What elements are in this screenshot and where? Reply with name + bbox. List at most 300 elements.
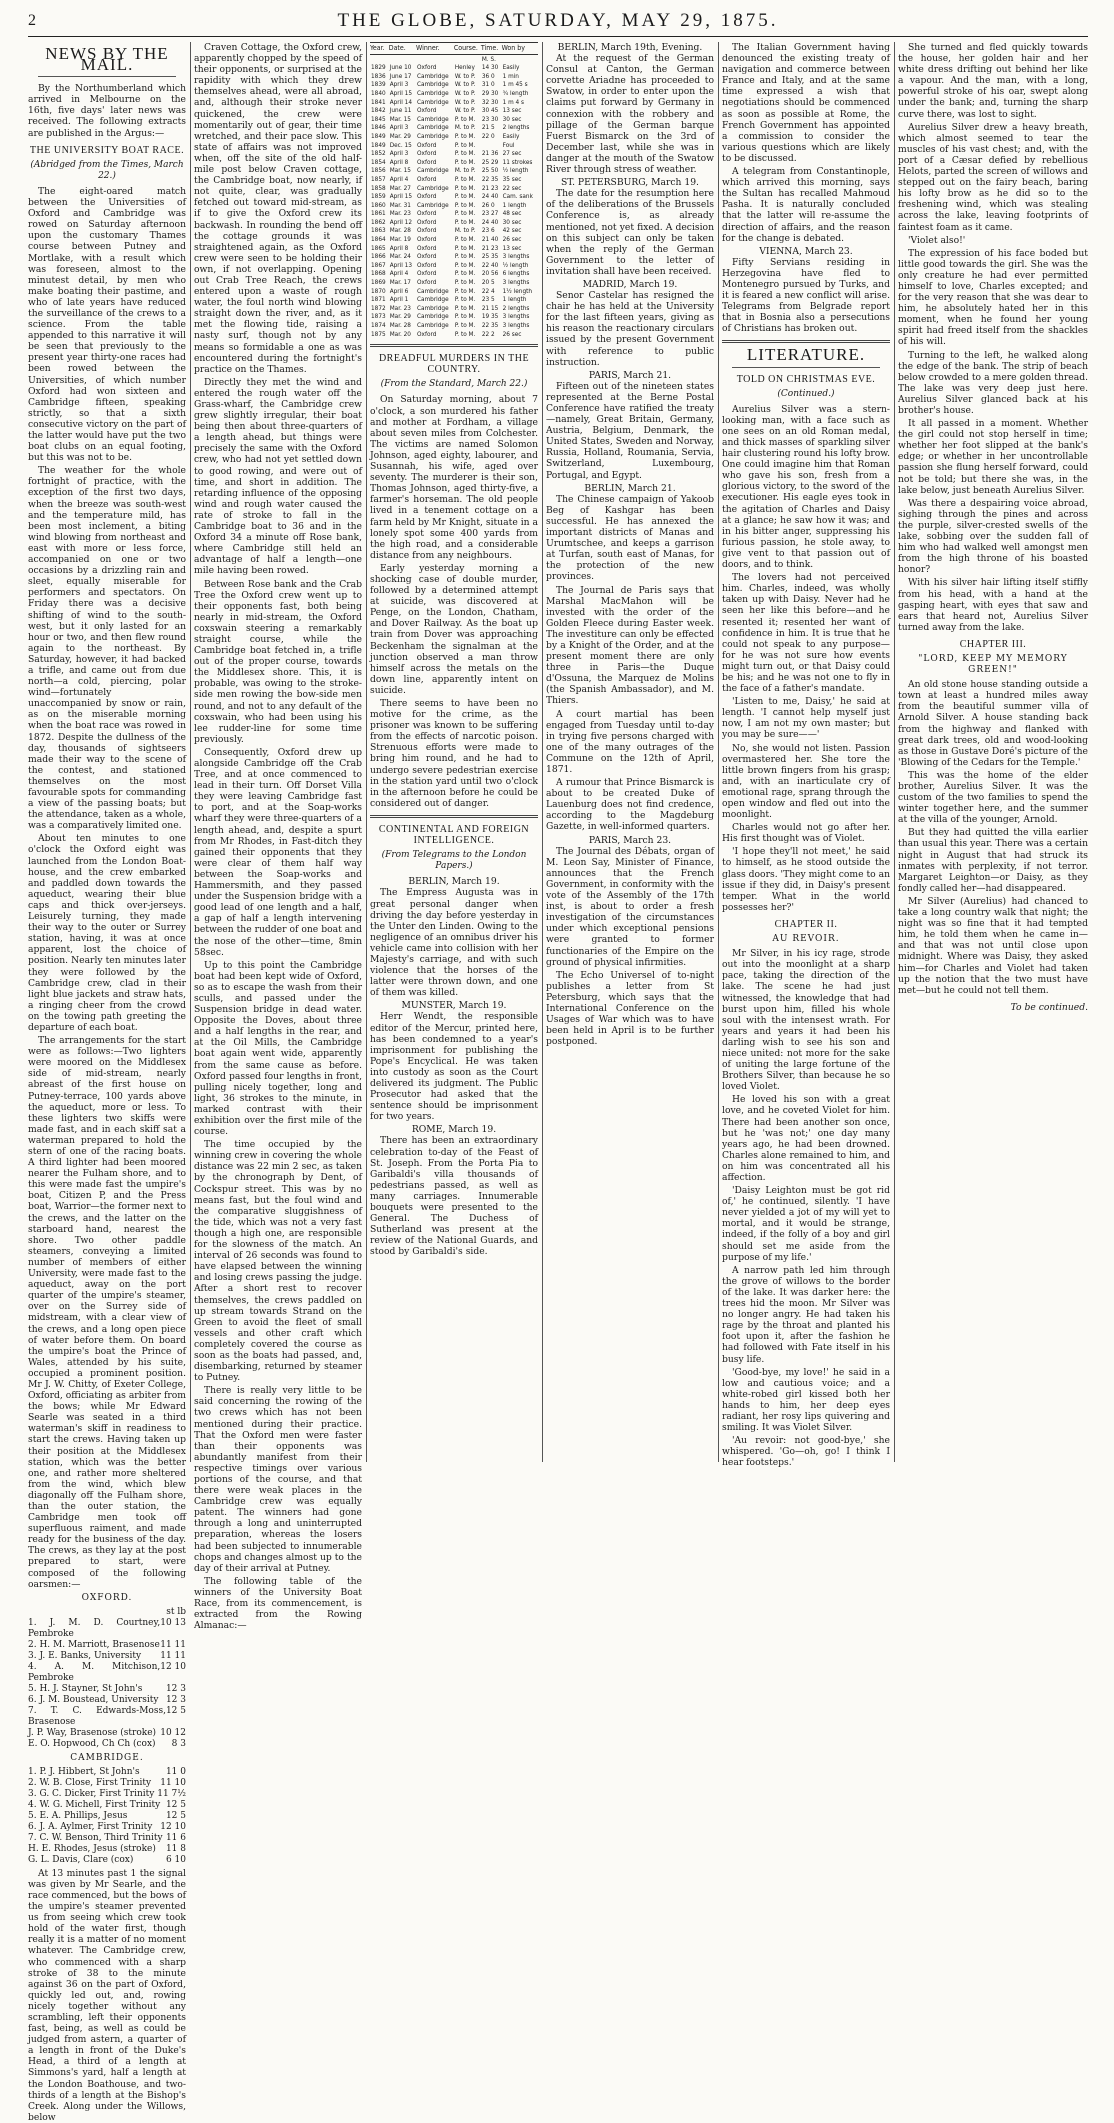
table-row [370,141,538,150]
paragraph: There seems to have been no motive for the crime, as the prisoner was known to be suffering from the effects of narcotic poison. Strenuous efforts were made to bring him round, and he had to undergo severe pedestrian exercise in the station yard until two o'clock in the afternoon before he could be considered out of danger. [370,698,538,809]
table-cell: 22 0 [481,131,495,140]
table-cell: Cambridge [417,71,449,80]
dateline: VIENNA, March 23. [759,245,853,257]
newspaper-title: THE GLOBE, SATURDAY, MAY 29, 1875. [337,10,779,31]
table-row [370,252,538,261]
table-cell: 1849 [371,140,386,149]
news-item: The Italian Government having denounced the existing treaty of navigation and commerce between France and Italy, and at the same time expressed a wish that negotiations should be commenced as soon as possible at Rome, the French Government has appointed a commission to consider the various questions which are likely to be discussed. [722,42,890,164]
table-cell: April 3 [389,123,409,132]
continental-title: CONTINENTAL AND FOREIGN INTELLIGENCE. [378,823,530,847]
table-cell: W. to P. [454,80,476,89]
table-cell: 21 40 [481,235,499,244]
chapter-1-body [722,404,890,913]
oarsman-name: E. O. Hopwood, Ch Ch (cox) [28,1738,156,1749]
table-row [370,63,538,72]
table-cell: ¾ length [502,88,529,97]
paragraph: No, she would not listen. Passion overmastered her. She tore the little brown fingers from his grasp; and, with an inarticulate cry of emotional rage, sprang through the open window and fled out into the moonlight. [722,742,890,821]
table-cell: 1 length [502,200,527,209]
oarsman-weight: 11 11 [160,1650,186,1661]
oarsman-name: 2. H. M. Marriott, Brasenose [28,1639,160,1650]
table-cell: June 17 [389,71,412,80]
table-cell: 22 sec [502,183,522,192]
table-header: Won by [502,43,538,55]
oarsman-name: 7. C. W. Benson, Third Trinity [28,1832,163,1843]
table-cell: Oxford [417,217,437,226]
dateline: BERLIN, March 19. [408,876,500,888]
oarsman-weight: 12 5 [165,1799,186,1810]
table-cell: W. to P. [454,97,476,106]
boat-race-continued [194,42,362,1631]
table-cell: Oxford [417,226,437,235]
oarsman-name: H. E. Rhodes, Jesus (stroke) [28,1843,156,1854]
table-cell: W. to P. [454,106,476,115]
oarsman-name: 1. P. J. Hibbert, St John's [28,1766,140,1777]
table-cell: April 15 [389,192,412,201]
table-cell: 1858 [371,183,386,192]
table-cell: 1½ length [502,286,532,295]
column-4 [546,42,714,1462]
table-row [370,295,538,304]
table-cell [481,141,502,150]
paragraph: The eight-oared match between the Universities of Oxford and Cambridge was rowed on Saturday afternoon upon the customary Thames course between Putney and Mortlake, with a result which was foreseen, almost to the minutest detail, by men who make boating their pastime, and who of late years have reduced the surveillance of the crews to a science. From the table appended to this narrative it will be seen that previously to the present year thirty-one races had been rowed between the Universities, of which number Oxford had won sixteen and Cambridge fifteen, speaking strictly, so that a sixth consecutive victory on the part of the latter would have put the two boat clubs on an equal footing, but this was not to be. [28,185,186,464]
oarsman-name: 3. J. E. Banks, University [28,1650,142,1661]
table-cell: Cambridge [417,303,449,312]
table-cell: April 1 [389,295,409,304]
table-cell: 22 4 [481,286,495,295]
table-cell: 1 m 45 s [502,80,528,89]
chapter-3-body [898,679,1088,996]
paragraph: Between Rose bank and the Crab Tree the Oxford crew went up to their opponents fast, both being nearly in mid-stream, the Oxford coxswain steering a remarkably straight course, while the Cambridge boat fetched in, a trifle out of the proper course, towards the Middlesex shore. This, it is probable, was owing to the stroke-side men rowing the bow-side men round, and not to any default of the coxswain, who had been using his lee rudder-line for some time previously. [194,578,362,745]
oarsman-weight: 11 7½ [157,1788,186,1799]
to-be-continued: To be continued. [1010,1001,1088,1013]
table-cell: Mar. 20 [389,329,411,338]
paragraph: Aurelius Silver drew a heavy breath, which almost seemed to tear the muscles of his vast chest; and, with the port of a Cæsar defied by rebellious Helots, parted the screen of willows and stepped out on the fairy beach, baring his lofty brow as he did so to the freshening wind, which was stealing across the lake, leaving footprints of faintest foam as it came. [898,121,1088,233]
table-cell: 24 40 [481,192,499,201]
table-header: Year. [370,43,389,55]
news-item: A court martial has been engaged from Tuesday until to-day in trying five persons charged with one of the many outrages of the Commune on the 12th of April, 1871. [546,708,714,775]
crew-row [28,1844,186,1855]
table-cell: P. to M. [454,312,476,321]
table-cell: Mar. 29 [389,131,411,140]
table-cell: P. to M. [454,209,476,218]
table-row [370,80,538,89]
crew-row [28,1822,186,1833]
table-cell: 29 30 [481,88,499,97]
table-cell: P. to M. [454,321,476,329]
oarsman-name: 1. J. M. D. Courtney, Pembroke [28,1617,161,1639]
news-item: At the request of the German Consul at Canton, the German corvette Ariadne has proceeded to Swatow, in order to enter upon the claims put forward by Germany in connexion with the robbery and pillage of the German barque Fuerst Bismarck on the 3rd of December last, while she was in danger at the mouth of the Swatow River through stress of weather. [546,53,714,176]
story-continued-note: (Continued.) [777,388,835,399]
crew-row [28,1640,186,1651]
table-cell: P. to M. [454,329,476,338]
table-row [370,98,538,107]
table-cell: Cambridge [417,80,449,89]
news-item: There has been an extraordinary celebration to-day of the Feast of St. Joseph. From the Porta Pia to Garibaldi's villa thousands of pedestrians passed, as well as many carriages. Innumerable bouquets were presented to the General. The Duchess of Sutherland was present at the review of the National Guards, and stood by Garibaldi's side. [370,1135,538,1258]
oarsman-weight: 12 3 [165,1683,186,1694]
crew-row [28,1789,186,1800]
table-cell: M. to P. [454,166,476,175]
table-cell: Cam. sank [502,192,533,201]
table-cell: 31 0 [481,80,495,89]
table-cell: Mar. 19 [389,235,411,244]
column-1 [28,42,186,2123]
oarsman-name: 4. A. M. Mitchison, Pembroke [28,1661,161,1683]
table-cell: 1870 [371,286,386,295]
table-cell: 48 sec [502,209,522,218]
paragraph: An old stone house standing outside a town at least a hundred miles away from the beautiful summer villa of Arnold Silver. A house standing back from the highway and flanked with great dark trees, old and wood-looking as those in Gustave Doré's picture of the 'Blowing of the Cedars for the Temple.' [898,679,1088,768]
table-cell: April 12 [389,217,412,226]
table-header: Course. [454,43,481,55]
paragraph: There is really very little to be said concerning the rowing of the two crews which has not been mentioned during their practice. That the Oxford men were faster than their opponents was abundantly manifest from their respective timings over various portions of the course, and that there were weak places in the Cambridge crew was equally patent. The winners had gone through a long and uninterrupted preparation, whereas the losers had been subjected to innumerable chops and changes almost up to the day of their arrival at Putney. [194,1385,362,1574]
table-cell: P. to M. [454,131,476,140]
table-cell: 30 sec [502,217,522,226]
table-cell: P. to M. [454,200,476,209]
oarsman-weight: 11 6 [165,1832,186,1843]
continental-body-c [722,42,890,334]
table-cell: 13 sec [502,243,522,252]
table-cell: April 3 [389,80,409,89]
table-cell: Oxford [417,252,437,261]
table-cell: 11 strokes [502,157,533,166]
paragraph: Mr Silver (Aurelius) had chanced to take a long country walk that night; the night was so fine that it had tempted him, he told them when he came in—and that was not until close upon midnight. Where was Daisy, they asked him—for Charles and Violet had taken up the notion that the two must have met—but he could not tell them. [898,895,1088,996]
paragraph: This was the home of the elder brother, Aurelius Silver. It was the custom of the two families to spend the winter together here, and the summer at the villa of the younger, Arnold. [898,769,1088,826]
news-item: Fifty Servians residing in Herzegovina have fled to Montenegro pursued by Turks, and it is feared a new conflict will arise. Telegrams from Belgrade report that in Bosnia also a persecutions of Christians has broken out. [722,256,890,335]
news-item: Senor Castelar has resigned the chair he has held at the University for the last fifteen years, giving as his reason the reactionary circulars issued by the present Government with reference to public instruction. [546,290,714,368]
table-cell: April 4 [389,174,409,183]
table-cell: Mar. 28 [389,321,411,329]
table-cell: 1857 [371,174,386,183]
table-row [370,244,538,253]
table-cell: 24 40 [481,217,499,226]
table-cell: P. to M. [454,243,476,252]
paragraph: Craven Cottage, the Oxford crew, apparently chopped by the speed of their opponents, or surprised at the rapidity with which they drew themselves ahead, were all abroad, and, although their stroke never quickened, the crew were momentarily out of gear, their time wretched, and their pace slow. This state of affairs was not improved when, off the site of the old half-mile post below Craven cottage, the Cambridge boat, now nearly, if not quite, clear, was gradually fetched out toward mid-stream, as if to give the Oxford crew its backwash. In rounding the bend off the cottage grounds it was straightened again, as the Oxford crew were seen to be holding their own, if not overlapping. Opening out Crab Tree Reach, the crews entered upon a waste of rough water, the foul north wind blowing straight down the river, and, as it met the flowing tide, raising a nasty surf, though not by any means so formidable a one as was encountered during the fortnight's practice on the Thames. [194,42,362,375]
table-cell: 1860 [371,200,386,209]
oarsman-weight: 10 12 [160,1727,186,1738]
news-item: A telegram from Constantinople, which arrived this morning, says the Sultan has recalled Mahmoud Pasha. It is naturally concluded that the latter will re-assume the direction of affairs, and the reason for the change is debated. [722,166,890,244]
table-cell: P. to M. [454,235,476,244]
table-cell: Mar. 23 [389,209,411,218]
table-cell: 22 35 [481,174,499,183]
table-cell: 27 sec [502,149,522,158]
boat-race-source: (Abridged from the Times, March 22.) [30,159,184,181]
table-cell: Cambridge [417,286,449,295]
table-cell: Cambridge [417,321,449,329]
paragraph: Mr Silver, in his icy rage, strode out into the moonlight at a sharp pace, taking the direction of the lake. The scene he had just witnessed, the knowledge that had burst upon him, filled his whole soul with the intensest wrath. For years and years it had been his darling wish to see his son and niece united: not more for the sake of uniting the large fortune of the Brothers Silver, than because he so loved Violet. [722,948,890,1093]
table-row [370,330,538,339]
table-cell: 1867 [371,260,386,269]
table-cell: 22 40 [481,260,499,269]
table-cell: 14 30 [481,63,499,72]
column-5 [722,42,891,1469]
news-item: Fifteen out of the nineteen states represented at the Berne Postal Conference have ratified the treaty—namely, Great Britain, Germany, Austria, Belgium, Denmark, the United States, Sweden and Norway, Russia, Holland, Roumania, Servia, Switzerland, Luxembourg, Portugal, and Egypt. [546,380,714,481]
table-cell: Oxford [417,106,437,115]
table-row [370,304,538,313]
paragraph: Directly they met the wind and entered the rough water off the Grass-wharf, the Cambridge crew grew slightly irregular, their boat being then about three-quarters of a length ahead, but things were precisely the same with the Oxford crew, who had not yet settled down to good rowing, and were out of time, and short in addition. The retarding influence of the opposing wind and rough water caused the rate of stroke to fall in the Cambridge boat to 36 and in the Oxford 34 a minute off Rose bank, where Cambridge still held an advantage of half a length—one mile having been rowed. [194,376,362,577]
news-item: The Chinese campaign of Yakoob Beg of Kashgar has been successful. He has annexed the important districts of Manas and Urumtschee, and keeps a garrison at Turfan, south east of Manas, for the protection of the new provinces. [546,493,714,583]
table-cell: Cambridge [417,97,449,106]
page-number: 2 [28,12,36,29]
table-cell: 1849 [371,131,386,140]
table-header: Winner. [416,43,454,55]
table-cell: Oxford [417,63,437,72]
table-cell: 1861 [371,209,386,218]
table-row [370,158,538,167]
table-cell: 3 lengths [502,312,530,321]
murders-body [370,394,538,808]
table-cell: 1856 [371,166,386,175]
paragraph: 'Violet also!' [908,234,966,246]
table-row [370,123,538,132]
table-row [370,166,538,175]
paragraph: She turned and fled quickly towards the house, her golden hair and her white dress drifting out behind her like a vapour. And the man, with a long, powerful stroke of his oar, swept along under the bank; and, turning the sharp curve there, was lost to sight. [898,42,1088,120]
oarsman-name: 6. J. A. Aylmer, First Trinity [28,1821,153,1832]
table-cell: Cambridge [417,123,449,132]
paragraph: Aurelius Silver was a stern-looking man, with a face such as one sees on an old Roman medal, and thick masses of sparkling silver hair clustering round his lofty brow. One could imagine him that Roman who gave his son, fresh from a glorious victory, to the sword of the executioner. His eagle eyes took in the agitation of Charles and Daisy at a glance; he saw how it was; and in his bitter anger, suppressing his furious passion, he stole away, to give vent to that passion out of doors, and to think. [722,403,890,571]
table-cell: Oxford [417,157,437,166]
oarsman-name: 3. G. C. Dicker, First Trinity [28,1788,155,1799]
table-cell: 1846 [371,123,386,132]
table-cell: Oxford [417,243,437,252]
crew-row [28,1706,186,1728]
table-cell: P. to M. [454,286,476,295]
oarsman-name: J. P. Way, Brasenose (stroke) [28,1727,157,1738]
table-row [370,72,538,81]
oarsman-name: 5. E. A. Phillips, Jesus [28,1810,128,1821]
table-cell: Henley [454,63,475,72]
table-cell: 1865 [371,243,386,252]
table-cell: Easily [502,63,520,72]
table-cell [416,54,454,63]
table-cell: 21 5 [481,123,495,132]
table-row [370,149,538,158]
table-cell: 35 sec [502,174,522,183]
table-cell: Oxford [417,235,437,244]
paragraph: 'Daisy Leighton must be got rid of,' he continued, silently. 'I have never yielded a jot of my will yet to mortal, and it would be strange, indeed, if the folly of a boy and girl should set me aside from the purpose of my life.' [722,1185,890,1263]
table-cell: 1829 [371,63,386,72]
table-cell: P. to M. [454,217,476,226]
news-item: A rumour that Prince Bismarck is about to be created Duke of Lauenburg does not find credence, according to the Magdeburg Gazette, in well-informed quarters. [546,777,714,833]
table-row [370,89,538,98]
table-cell: Easily [502,131,520,140]
table-row [370,287,538,296]
table-cell: P. to M. [454,140,476,149]
table-cell: Mar. 15 [389,166,411,175]
paragraph: But they had quitted the villa earlier than usual this year. There was a certain night in August that had struck its inmates with perplexity, if not terror. Margaret Leighton—or Daisy, as they fondly called her—had disappeared. [898,827,1088,894]
table-cell: P. to M. [454,174,476,183]
oarsman-name: 7. T. C. Edwards-Moss, Brasenose [28,1705,166,1727]
crew-row [28,1778,186,1789]
dateline: ST. PETERSBURG, March 19. [561,177,699,189]
oarsman-weight: 6 10 [165,1854,186,1865]
paragraph: 'Good-bye, my love!' he said in a low and cautious voice; and a white-robed girl kissed both her hands to him, her deep eyes radiant, her rosy lips quivering and smiling. It was Violet Silver. [722,1366,890,1434]
crew-row [28,1695,186,1706]
paragraph: 'I hope they'll not meet,' he said to himself, as he stood outside the glass doors. 'They might come to an issue if they did, in Daisy's present temper. What in the world possesses her?' [722,846,891,913]
paragraph: With his silver hair lifting itself stiffly from his head, with a hand at the gasping heart, with eyes that saw and ears that heard not, Aurelius Silver turned away from the lake. [898,577,1088,633]
table-cell: 1854 [371,157,386,166]
crew-row [28,1767,186,1778]
table-cell: Cambridge [417,166,449,175]
table-row [370,312,538,321]
table-cell: April 3 [389,149,409,158]
table-cell: 30 45 [481,106,499,115]
paragraph: Charles would not go after her. His first thought was of Violet. [722,822,890,845]
table-cell: Foul [502,140,515,149]
oarsman-name: 6. J. M. Boustead, University [28,1694,159,1705]
continental-source: (From Telegrams to the London Papers.) [381,850,527,872]
table-row [370,261,538,270]
paragraph: On Saturday morning, about 7 o'clock, a son murdered his father and mother at Fordham, a village about seven miles from Colchester. The victims are named Solomon Johnson, aged eighty, labourer, and Susannah, his wife, aged over seventy. The murderer is their son, Thomas Johnson, aged thirty-five, a farmer's horseman. The old people lived in a tenement cottage on a farm held by Mr Knight, situate in a lonely spot some 400 yards from the high road, and a considerable distance from any neighbours. [370,394,538,561]
paragraph: The following table of the winners of the University Boat Race, from its commencement, is extracted from the Rowing Almanac:— [194,1575,362,1632]
oarsman-weight: 11 10 [160,1777,186,1788]
news-intro: By the Northumberland which arrived in Melbourne on the 16th, five days' later news was received. The following extracts are published in the Argus:— [28,83,186,139]
table-cell: Oxford [417,329,437,338]
table-cell: 13 sec [502,106,522,115]
oarsman-weight: 12 3 [165,1694,186,1705]
crew-row [28,1855,186,1866]
table-cell: 1862 [371,217,386,226]
table-cell: 21 15 [481,303,499,312]
table-cell: April 15 [389,88,412,97]
table-cell: April 4 [389,269,409,278]
table-cell: 26 0 [481,200,495,209]
dateline: PARIS, March 21. [588,369,672,381]
table-cell: Oxford [417,260,437,269]
table-cell: 21 36 [481,149,499,158]
table-cell: 1845 [371,114,386,123]
table-cell: 1866 [371,252,386,261]
table-row [370,115,538,124]
table-cell: Dec. 15 [389,140,412,149]
paragraph: The arrangements for the start were as follows:—Two lighters were moored on the Middlesex side of mid-stream, nearly abreast of the first house on Putney-terrace, 100 yards above the aqueduct, more or less. To these lighters two skiffs were made fast, and in each skiff sat a waterman prepared to hold the stern of one of the racing boats. A third lighter had been moored nearer the Fulham shore, and to this were made fast the umpire's boat, Citizen P, and the Press boat, Warrior—the former next to the crews, and the latter on the starboard hand, nearest the shore. Two other paddle steamers, conveying a limited number of members of either University, were made fast to the aqueduct, away on the port quarter of the umpire's steamer, over on the Surrey side of midstream, with a clear view of the crews, and a long open piece of water before them. On board the umpire's boat the Prince of Wales, attended by his suite, occupied a prominent position. Mr J. W. Chitty, of Exeter College, Oxford, officiating as arbiter from the bows; while Mr Edward Searle was seated in a third waterman's skiff in readiness to start the crews. Having taken up their position at the Middlesex station, which was the better one, and rather more sheltered from the wind, which blew diagonally off the Fulham shore, than the outer station, the Cambridge men took off superfluous raiment, and made ready for the business of the day. The crews, as they lay at the post prepared to start, were composed of the following oarsmen:— [28,1035,186,1590]
table-cell: Mar. 27 [389,183,411,192]
table-cell: Oxford [417,192,437,201]
table-cell: M. S. [481,54,496,63]
paragraph: He loved his son with a great love, and he coveted Violet for him. There had been another son once, but he 'was not;' one day many years ago, he had been drowned. Charles alone remained to him, and on him was concentrated all his affection. [722,1094,890,1183]
paragraph: Early yesterday morning a shocking case of double murder, followed by a determined attempt at suicide, was discovered at Penge, on the London, Chatham, and Dover Railway. As the boat up train from Dover was approaching Beckenham the signalman at the junction observed a man throw himself across the metals on the down line, apparently intent on suicide. [370,562,538,696]
table-cell: Mar. 15 [389,114,411,123]
table-cell: 23 27 [481,209,499,218]
news-heading: NEWS BY THE MAIL. [45,44,169,75]
table-cell: Mar. 29 [389,312,411,321]
paragraph: It all passed in a moment. Whether the girl could not stop herself in time; whether her foot slipped at the bank's edge; or whether in her uncontrollable passion she flung herself forward, could not be told; but there she was, in the lake below, just beneath Aurelius Silver. [898,418,1088,496]
table-cell: 25 29 [481,157,499,166]
table-cell: ½ length [502,166,529,175]
boat-race-winners-table [370,42,538,338]
table-cell: Cambridge [417,312,449,321]
table-cell: 1874 [371,321,386,329]
table-cell: 23 5 [481,295,495,304]
column-2 [194,42,362,1632]
table-cell: June 10 [389,63,412,72]
dateline: PARIS, March 23. [588,834,672,846]
table-header: Time. [481,43,502,55]
table-cell: Oxford [417,278,437,287]
crew-lists [28,1593,186,1866]
dateline: MUNSTER, March 19. [401,1000,507,1012]
table-cell: M. to P. [454,226,476,235]
table-cell: 3 lengths [502,278,530,287]
table-cell: June 11 [389,106,412,115]
oarsman-weight: 11 8 [165,1843,186,1854]
table-cell: Cambridge [417,200,449,209]
table-cell: P. to M. [454,260,476,269]
oarsman-weight: 12 5 [165,1810,186,1821]
table-cell: Oxford [417,174,437,183]
crew-heading: CAMBRIDGE. [70,1752,144,1763]
table-cell: 21 23 [481,243,499,252]
table-cell: 1868 [371,269,386,278]
crew-row [28,1618,186,1640]
table-cell: April 13 [389,260,412,269]
table-cell: P. to M. [454,157,476,166]
table-cell: 21 23 [481,183,499,192]
table-row [370,106,538,115]
table-cell: P. to M. [454,114,476,123]
table-cell: 42 sec [502,226,522,235]
paragraph: The weather for the whole fortnight of practice, with the exception of the first two days, when the breeze was south-west and the temperature mild, has been most inclement, a biting wind blowing from northeast and east with more or less force, accompanied on one or two occasions by a drizzling rain and sleet, equally miserable for performers and spectators. On Friday there was a decisive shifting of wind to the south-west, but it only lasted for an hour or two, and then flew round again to the northeast. By Saturday, however, it had backed a trifle, and came out from due north—a cold, piercing, polar wind—fortunately unaccompanied by snow or rain, as on the miserable morning when the boat race was rowed in 1872. Despite the dullness of the day, thousands of sightseers made their way to the scene of the contest, and stationed themselves on the most favourable spots for commanding a view of the passing boats; but the attendance, taken as a whole, was a comparatively limited one. [28,465,186,832]
table-cell: 1852 [371,149,386,158]
table-row [370,175,538,184]
paragraph: 'Listen to me, Daisy,' he said at length. 'I cannot help myself just now, I am not my own master; but you may be sure——' [722,696,890,741]
dateline: ROME, March 19. [411,1124,497,1136]
oarsman-weight: 12 10 [160,1661,186,1672]
table-cell [454,54,481,63]
paragraph: About ten minutes to one o'clock the Oxford eight was launched from the London Boat-house, and the crew embarked and paddled down towards the aqueduct, wearing their blue caps and thick over-jerseys. Leisurely turning, they made their way to the outer or Surrey station, having, it was at once apparent, lost the choice of position. Nearly ten minutes later they were followed by the Cambridge crew, clad in their light blue jackets and straw hats, a ringing cheer from the crowd on the towing path greeting the departure of each boat. [28,833,186,1033]
table-cell: 3 lengths [502,252,530,261]
table-cell: P. to M. [454,269,476,278]
oarsman-name: 4. W. G. Michell, First Trinity [28,1799,161,1810]
table-row [370,321,538,330]
table-cell: 25 50 [481,166,499,175]
oarsman-weight: 8 3 [171,1738,186,1749]
continental-body-a [370,876,538,1257]
table-cell: April 14 [389,97,412,106]
table-cell: Mar. 24 [389,252,411,261]
table-cell: 1864 [371,235,386,244]
table-cell: 23 30 [481,114,499,123]
crew-row [28,1662,186,1684]
table-cell: Cambridge [417,131,449,140]
crew-row [28,1728,186,1739]
column-6 [898,42,1088,1462]
crew-heading: OXFORD. [81,1592,133,1603]
table-cell: Oxford [417,209,437,218]
table-cell: Mar. 17 [389,278,411,287]
paragraph: Up to this point the Cambridge boat had been kept wide of Oxford, so as to escape the wash from their sculls, and passed under the Suspension bridge in dead water. Opposite the Doves, about three and a half lengths in the rear, and at the Oil Mills, the Cambridge boat again went wide, apparently from the same cause as before. Oxford passed four lengths in front, pulling nicely together, long and light, 36 strokes to the minute, in marked contrast with their exhibition over the first mile of the course. [194,959,362,1138]
table-cell: Oxford [417,140,437,149]
oarsman-weight: 11 11 [160,1639,186,1650]
table-cell: April 6 [389,286,409,295]
paragraph: A narrow path led him through the grove of willows to the border of the lake. It was darker here: the trees hid the moon. Mr Silver was no longer angry. He had taken his rage by the throat and planted his foot upon it, after the fashion he had followed with Fate itself in his busy life. [722,1264,890,1365]
crew-row [28,1651,186,1662]
table-cell: 1842 [371,106,386,115]
oarsman-weight: 11 0 [165,1766,186,1777]
news-item: The Echo Universel of to-night publishes a letter from St Petersburg, which says that the International Conference on the Usages of War which was to have been held in April is to be further postponed. [546,969,714,1048]
table-cell: 1875 [371,329,386,338]
crew-row [28,1684,186,1695]
table-cell: 26 sec [502,329,522,338]
table-cell: 1 m 4 s [502,97,524,106]
table-cell: 19 35 [481,312,499,321]
table-cell: 6 lengths [502,269,530,278]
table-cell: 1871 [371,295,386,304]
table-cell: 1841 [371,97,386,106]
table-cell: April 8 [389,157,409,166]
news-item: The date for the resumption here of the deliberations of the Brussels Conference is, as already mentioned, not yet fixed. A decision on this subject can only be taken when the reply of the German Government to the letter of invitation shall have been received. [546,188,714,277]
paragraph: Turning to the left, he walked along the edge of the bank. The strip of beach below crowded to a mere golden thread. The lake was very deep just here. Aurelius Silver glanced back at his brother's house. [898,349,1088,416]
table-cell: 36 0 [481,71,495,80]
chapter-3-heading: CHAPTER III. [959,638,1027,650]
